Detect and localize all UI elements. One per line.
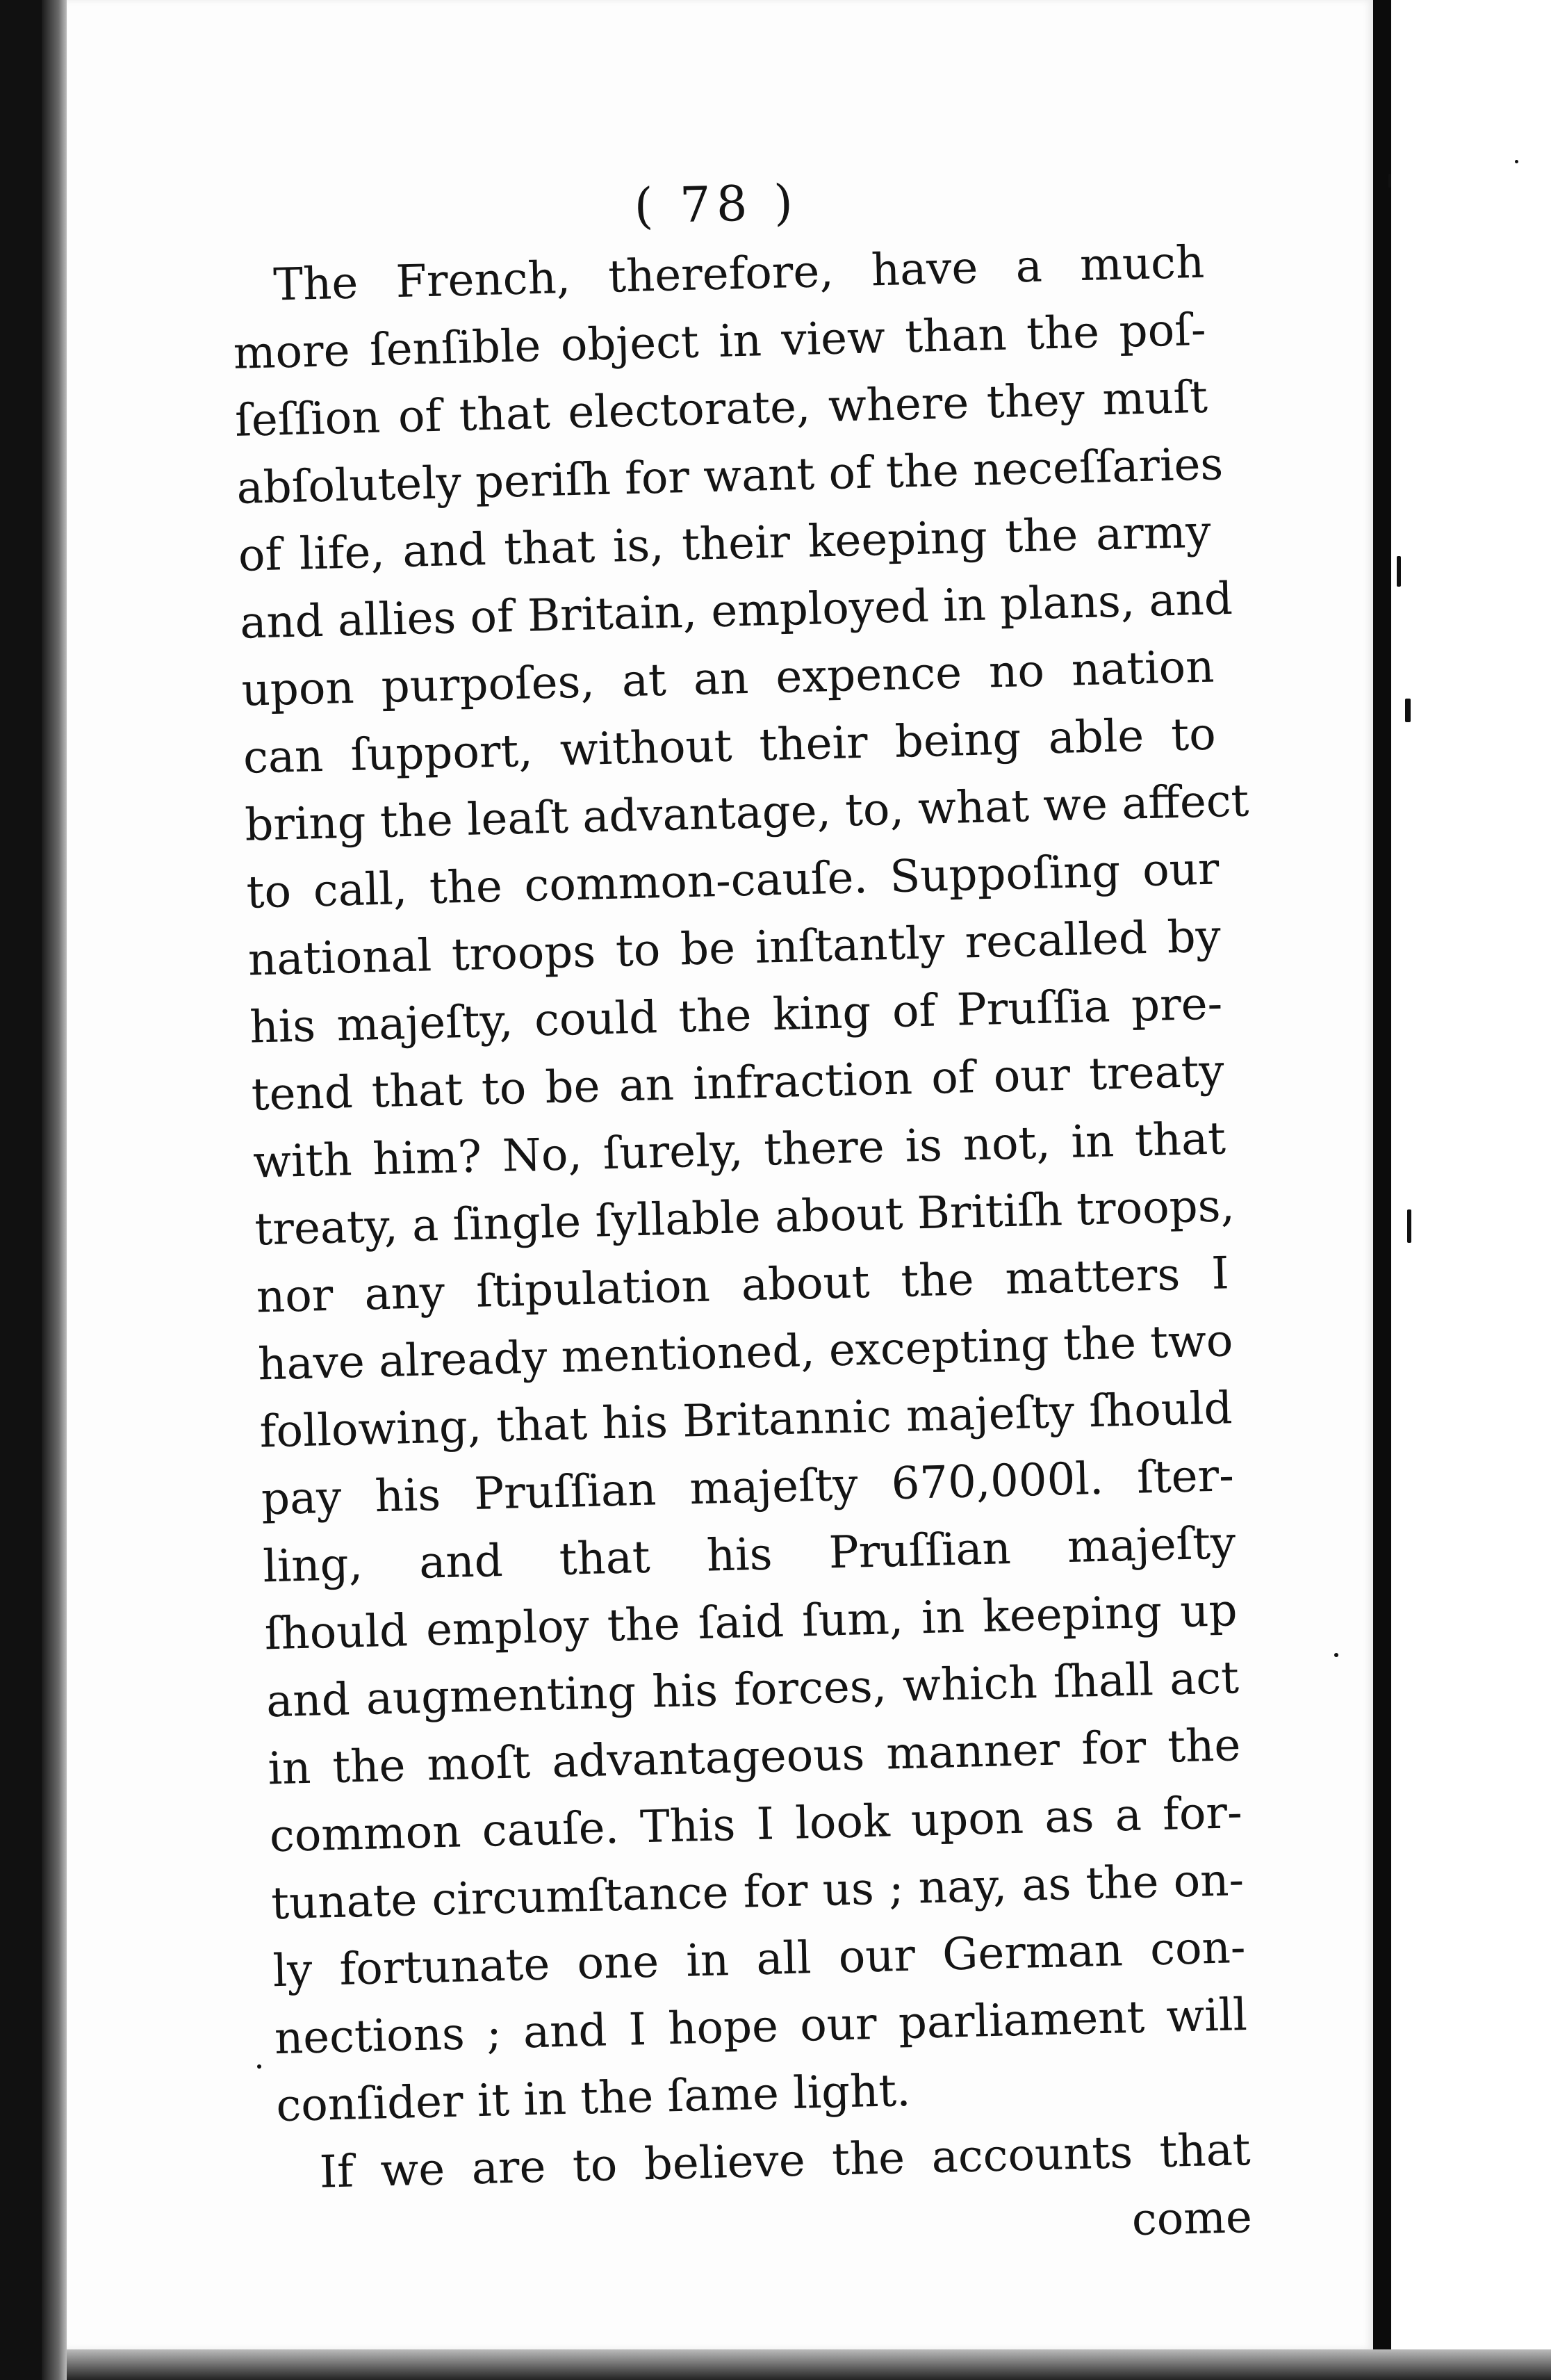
paragraph-1: [231, 229, 1249, 2140]
scan-speck: [257, 2064, 261, 2069]
text-line: of life, and that is, their keeping the army: [238, 506, 1212, 582]
text-line: have already mentioned, excepting the two: [257, 1315, 1234, 1391]
text-line: following, that his Britannic majeſty ſhould: [258, 1383, 1233, 1458]
left-page-gutter: [42, 0, 69, 2380]
text-line: nections ; and I hope our parliament will: [274, 1989, 1248, 2065]
bottom-edge-shadow: [67, 2349, 1551, 2380]
catchword: come: [1131, 2191, 1253, 2247]
text-line: more ſenſible object in view than the poſ-: [232, 304, 1207, 380]
right-page-edge: [1373, 0, 1391, 2380]
text-line: bring the leaſt advantage, to, what we affect: [244, 775, 1250, 851]
text-line: common cauſe. This I look upon as a for-: [269, 1787, 1243, 1863]
right-margin: [1391, 0, 1551, 2380]
text-line: upon purpoſes, at an expence no nation: [240, 641, 1215, 717]
text-line: tend that to be an infraction of our treaty: [251, 1045, 1225, 1121]
scan-speck: [1405, 699, 1411, 722]
text-line: and augmenting his forces, which ſhall act: [265, 1652, 1240, 1728]
text-line: nor any ſtipulation about the matters I: [256, 1248, 1230, 1323]
scan-speck: [1388, 174, 1391, 188]
text-line: ling, and that his Pruſſian majeſty: [262, 1517, 1236, 1593]
text-line: pay his Pruſſian majeſty 670,000l. ſter-: [261, 1450, 1235, 1526]
text-line: ſeſſion of that electorate, where they muſt: [234, 371, 1208, 447]
scan-speck: [1397, 556, 1401, 587]
page-number: ( 78 ): [633, 174, 799, 235]
text-line: in the moſt advantageous manner for the: [267, 1720, 1242, 1795]
text-line: abſolutely periſh for want of the neceſſaries: [236, 439, 1224, 514]
text-line: to call, the common-cauſe. Suppoſing our: [245, 843, 1220, 919]
text-line: tunate circumſtance for us ; nay, as the on-: [270, 1855, 1245, 1930]
text-line: If we are to believe the accounts that: [318, 2124, 1252, 2199]
text-line: can ſupport, without their being able to: [243, 708, 1217, 784]
text-line: The French, therefore, have a much: [272, 236, 1205, 311]
text-line: ſhould employ the ſaid ſum, in keeping up: [263, 1585, 1238, 1661]
text-line: national troops to be inſtantly recalled by: [247, 911, 1222, 986]
scan-speck: [1407, 1209, 1411, 1243]
scan-speck: [1515, 160, 1518, 163]
text-line: conſider it in the ſame light.: [275, 2064, 912, 2133]
text-line: ly fortunate one in all our German con-: [272, 1922, 1247, 1998]
text-line: with him? No, ſurely, there is not, in that: [252, 1113, 1226, 1189]
page-text: [229, 164, 1253, 2275]
text-line: and allies of Britain, employed in plans, and: [239, 573, 1233, 649]
text-line: treaty, a ſingle ſyllable about Britiſh troops,: [254, 1180, 1236, 1256]
text-line: his majeſty, could the king of Pruſſia pre-: [249, 978, 1224, 1054]
scan-speck: [1334, 1653, 1338, 1657]
